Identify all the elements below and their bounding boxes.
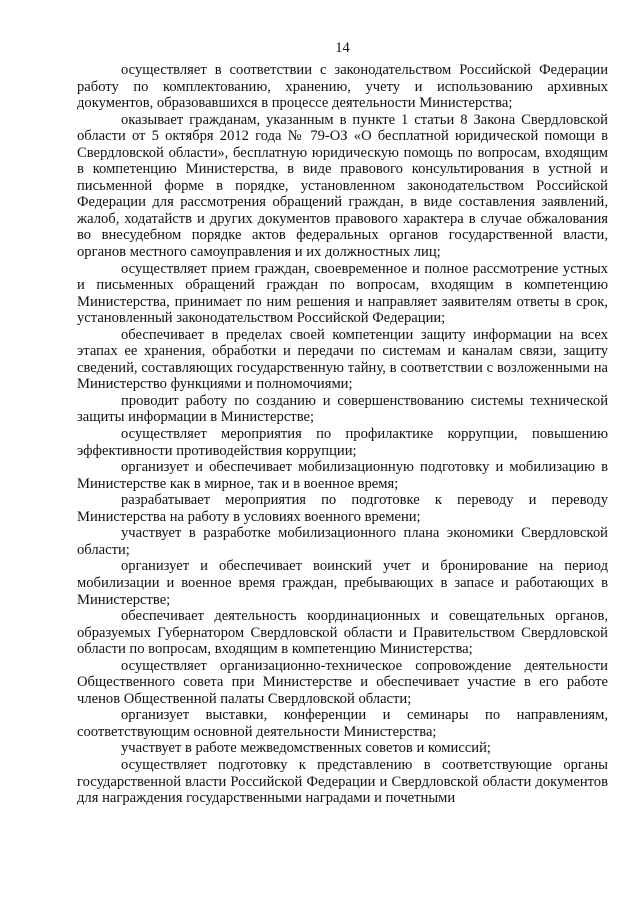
paragraph-mobilization-plan: участвует в разработке мобилизационного плана экономики Свердловской области; bbox=[77, 525, 608, 558]
paragraph-anti-corruption: осуществляет мероприятия по профилактике коррупции, повышению эффективности противодействия коррупции; bbox=[77, 426, 608, 459]
paragraph-exhibitions: организует выставки, конференции и семинары по направлениям, соответствующим основной деятельности Министерства; bbox=[77, 707, 608, 740]
paragraph-wartime-transfer: разрабатывает мероприятия по подготовке к переводу и переводу Министерства на работу в условиях военного времени; bbox=[77, 492, 608, 525]
paragraph-legal-aid: оказывает гражданам, указанным в пункте 1 статьи 8 Закона Свердловской области от 5 октября 2012 года № 79-ОЗ «О бесплатной юридической помощи в Свердловской области», бесплатную юридическую помощь по вопросам, входящим в компетенцию Министерства, в виде правового консультирования в устной и письменной форме в порядке, установленном законодательством Российской Федерации для рассмотрения обращений граждан, в виде составления заявлений, жалоб, ходатайств и других документов правового характера в случае обжалования во внесудебном порядке актов федеральных органов государственной власти, органов местного самоуправления и их должностных лиц; bbox=[77, 111, 608, 261]
paragraph-information-protection: обеспечивает в пределах своей компетенции защиту информации на всех этапах ее хранения, обработки и передачи по системам и каналам связи, защиту сведений, составляющих государственную тайну, в соответствии с возложенными на Министерство функциями и полномочиями; bbox=[77, 326, 608, 393]
paragraph-mobilization: организует и обеспечивает мобилизационную подготовку и мобилизацию в Министерстве как в мирное, так и в военное время; bbox=[77, 459, 608, 492]
paragraph-interdepartmental-councils: участвует в работе межведомственных советов и комиссий; bbox=[121, 740, 491, 757]
paragraph-citizen-reception: осуществляет прием граждан, своевременное и полное рассмотрение устных и письменных обращений граждан по вопросам, входящим в компетенцию Министерства, принимает по ним решения и направляет заявителям ответы в срок, установленный законодательством Российской Федерации; bbox=[77, 260, 608, 327]
paragraph-military-registration: организует и обеспечивает воинский учет и бронирование на период мобилизации и военное время граждан, пребывающих в запасе и работающих в Министерстве; bbox=[77, 558, 608, 608]
paragraph-technical-protection: проводит работу по созданию и совершенствованию системы технической защиты информации в Министерстве; bbox=[77, 392, 608, 426]
paragraph-awards: осуществляет подготовку к представлению в соответствующие органы государственной власти Российской Федерации и Свердловской области документов для награждения государственными наградами и почетными bbox=[77, 756, 608, 807]
paragraph-public-council: осуществляет организационно-техническое сопровождение деятельности Общественного совета при Министерстве и обеспечивает участие в его работе членов Общественной палаты Свердловской области; bbox=[77, 657, 608, 707]
paragraph-archives: осуществляет в соответствии с законодательством Российской Федерации работу по комплектованию, хранению, учету и использованию архивных документов, образовавшихся в процессе деятельности Министерства; bbox=[77, 62, 608, 112]
page-number: 14 bbox=[335, 40, 350, 56]
paragraph-coordination-bodies: обеспечивает деятельность координационных и совещательных органов, образуемых Губернатором Свердловской области и Правительством Свердловской области по вопросам, входящим в компетенцию Министерства; bbox=[77, 608, 608, 658]
